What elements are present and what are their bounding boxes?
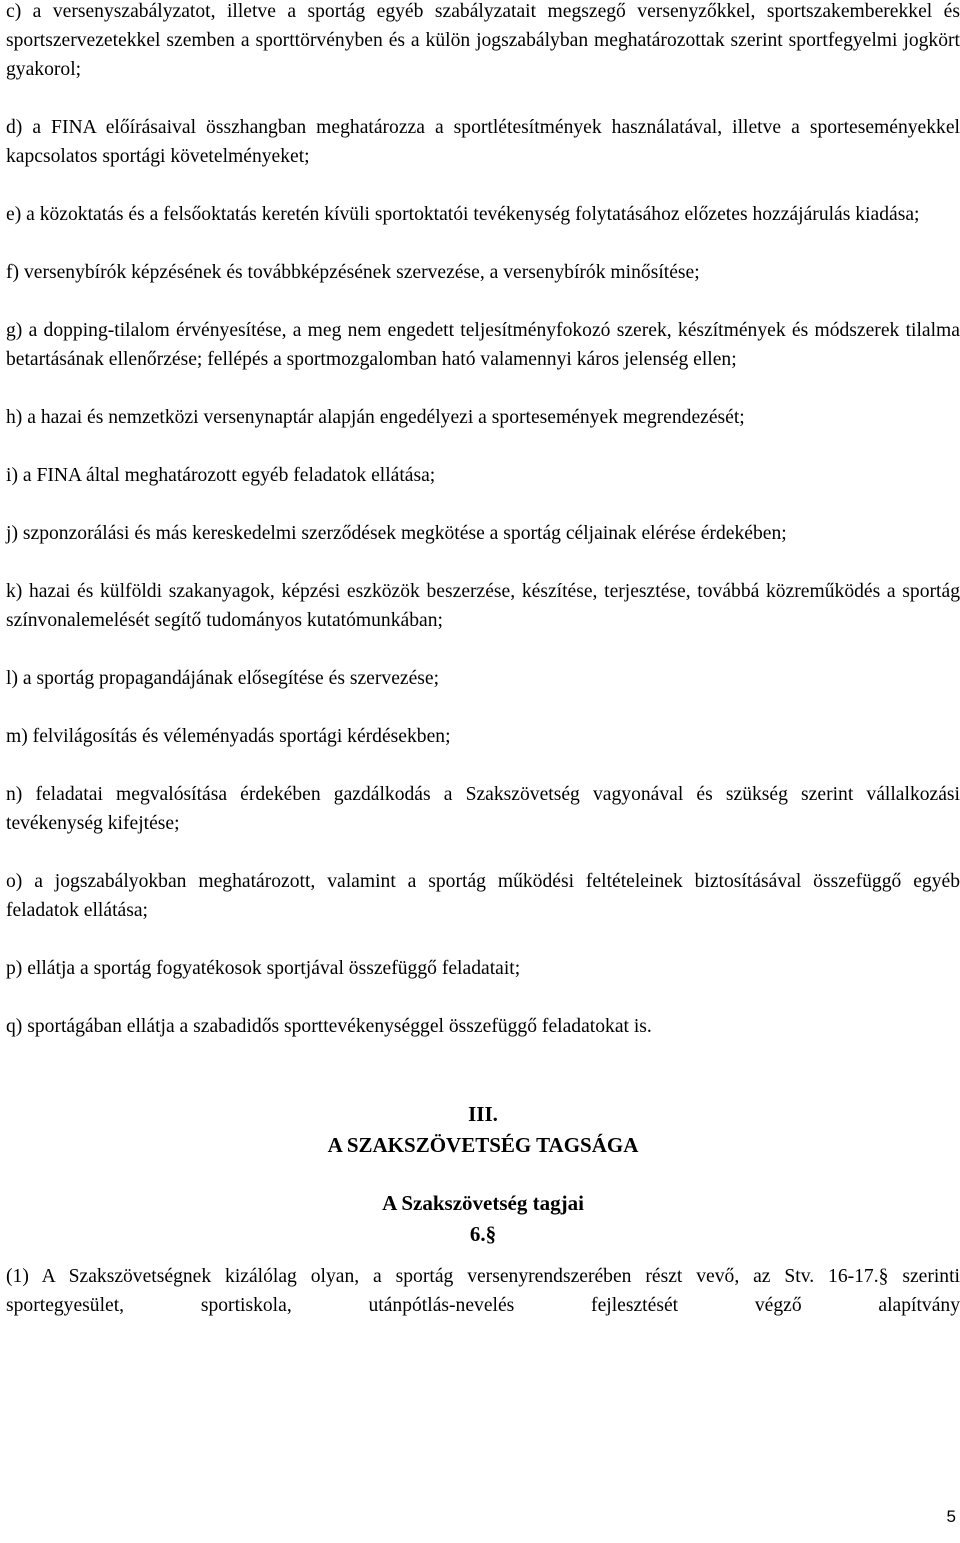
task-item-j: j) szponzorálási és más kereskedelmi szerződések megkötése a sportág céljainak elérése érdekében;	[6, 523, 787, 544]
section-number: 6.§	[469, 1222, 497, 1246]
chapter-heading	[6, 1099, 960, 1250]
task-item-q: q) sportágában ellátja a szabadidős sporttevékenységgel összefüggő feladatokat is.	[6, 1016, 652, 1037]
section-title: A Szakszövetség tagjai	[382, 1191, 584, 1215]
task-item-f: f) versenybírók képzésének és továbbképzésének szervezése, a versenybírók minősítése;	[6, 262, 700, 283]
task-item-i: i) a FINA által meghatározott egyéb feladatok ellátása;	[6, 465, 436, 486]
task-item-h: h) a hazai és nemzetközi versenynaptár alapján engedélyezi a sportesemények megrendezését;	[6, 407, 745, 428]
task-item-e: e) a közoktatás és a felsőoktatás keretén kívüli sportoktatói tevékenység folytatásához előzetes hozzájárulás kiadása;	[6, 204, 920, 225]
document-page	[6, 0, 960, 1349]
task-item-p: p) ellátja a sportág fogyatékosok sportjával összefüggő feladatait;	[6, 958, 521, 979]
task-item-l: l) a sportág propagandájának elősegítése és szervezése;	[6, 668, 440, 689]
page-number: 5	[946, 1507, 956, 1526]
chapter-title: A SZAKSZÖVETSÉG TAGSÁGA	[327, 1133, 639, 1157]
task-item-m: m) felvilágosítás és véleményadás sportági kérdésekben;	[6, 726, 451, 747]
task-list	[6, 0, 960, 1041]
task-item-n: n) feladatai megvalósítása érdekében gazdálkodás a Szakszövetség vagyonával és szükség szerint vállalkozási tevékenység kifejtése;	[6, 784, 960, 834]
task-item-d: d) a FINA előírásaival összhangban meghatározza a sportlétesítmények használatával, illetve a sporteseményekkel kapcsolatos sportági követelményeket;	[6, 117, 960, 167]
task-item-g: g) a dopping-tilalom érvényesítése, a meg nem engedett teljesítményfokozó szerek, készítmények és módszerek tilalma betartásának ellenőrzése; fellépés a sportmozgalomban ható valamennyi káros jelenség ellen;	[6, 320, 960, 370]
chapter-number: III.	[468, 1102, 498, 1126]
task-item-o: o) a jogszabályokban meghatározott, valamint a sportág működési feltételeinek biztosításával összefüggő egyéb feladatok ellátása;	[6, 871, 960, 921]
task-item-c: c) a versenyszabályzatot, illetve a sportág egyéb szabályzatait megszegő versenyzőkkel, sportszakemberekkel és sportszervezetekkel szemben a sporttörvényben és a külön jogszabályban meghatározottak szerint sportfegyelmi jogkört gyakorol;	[6, 1, 960, 80]
task-item-k: k) hazai és külföldi szakanyagok, képzési eszközök beszerzése, készítése, terjesztése, továbbá közreműködés a sportág színvonalemelését segítő tudományos kutatómunkában;	[6, 581, 960, 631]
section-paragraph-1: (1) A Szakszövetségnek kizálólag olyan, a sportág versenyrendszerében részt vevő, az Stv. 16-17.§ szerinti sportegyesület, sportiskola, utánpótlás-nevelés fejlesztését végző alapítvány	[6, 1266, 960, 1316]
